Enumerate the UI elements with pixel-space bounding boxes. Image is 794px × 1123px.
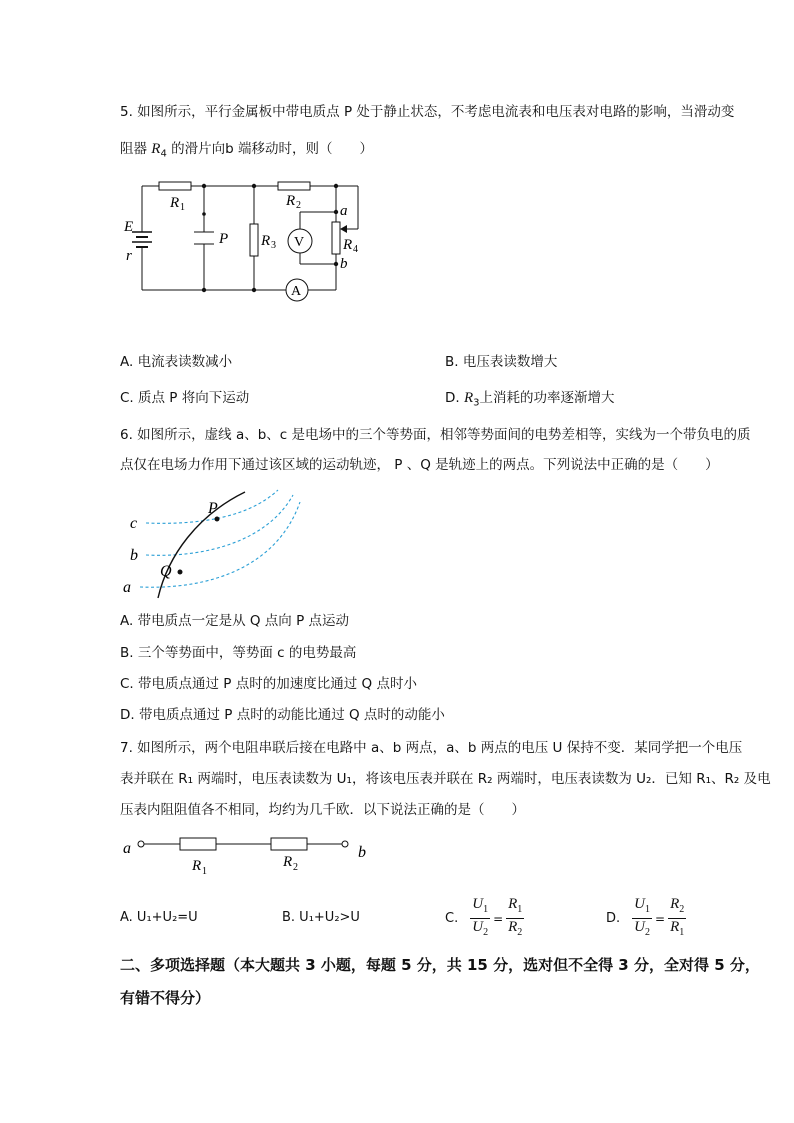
q5-option-c: C. 质点 P 将向下运动 xyxy=(120,390,250,406)
q5-line1: 5. 如图所示，平行金属板中带电质点 P 处于静止状态，不考虑电流表和电压表对电路的影响，当滑动变 xyxy=(120,104,735,120)
q7-series-circuit-figure xyxy=(118,828,378,880)
fig7-label-b: b xyxy=(358,844,366,861)
q6-line1: 6. 如图所示，虚线 a、b、c 是电场中的三个等势面，相邻等势面间的电势差相等，实线为一个带负电的质 xyxy=(120,427,751,443)
fig6-label-b: b xyxy=(130,547,138,564)
q7-option-d-fraction-right: $\frac{R_2}{R_1}$ xyxy=(670,896,685,938)
fig5-label-r: r xyxy=(126,248,132,264)
fig5-label-R1-sub: 1 xyxy=(180,202,185,213)
q7-option-a: A. U₁+U₂=U xyxy=(120,910,198,925)
fig5-label-R3-sub: 3 xyxy=(271,240,276,251)
q6-option-c: C. 带电质点通过 P 点时的加速度比通过 Q 点时小 xyxy=(120,676,417,692)
fig6-label-c: c xyxy=(130,515,138,532)
fig5-label-P: P xyxy=(219,231,229,247)
voltmeter-symbol: V xyxy=(294,235,305,250)
fig7-label-R2: R xyxy=(283,854,293,870)
q7-option-c-fraction-left: $\frac{U_1}{U_2}$ xyxy=(472,896,489,938)
fig7-label-R1: R xyxy=(192,858,202,874)
fig5-label-R4: R xyxy=(343,237,353,253)
fig6-label-a: a xyxy=(123,579,131,596)
q7-option-b: B. U₁+U₂>U xyxy=(282,910,360,925)
fig7-label-a: a xyxy=(123,840,131,857)
fig5-label-R4-sub: 4 xyxy=(353,244,358,255)
q5-line2: 阻器 $R_4$ 的滑片向b 端移动时，则（ ） xyxy=(120,141,373,160)
q7-option-c: C. $\frac{U_1}{U_2}$ = $\frac{R_1}{R_2}$ xyxy=(445,896,524,941)
q6-option-a: A. 带电质点一定是从 Q 点向 P 点运动 xyxy=(120,613,350,629)
q5-option-d: D. $R_3$上消耗的功率逐渐增大 xyxy=(445,390,615,409)
section-heading-line1: 二、多项选择题（本大题共 3 小题，每题 5 分，共 15 分，选对但不全得 3 分，全对得 5 分， xyxy=(120,956,760,974)
q7-option-d: D. $\frac{U_1}{U_2}$ = $\frac{R_2}{R_1}$ xyxy=(606,896,686,941)
q5-circuit-figure xyxy=(118,172,378,307)
section-heading-line2: 有错不得分） xyxy=(120,989,211,1007)
q7-line2: 表并联在 R₁ 两端时，电压表读数为 U₁，将该电压表并联在 R₂ 两端时，电压表读数为 U₂．已知 R₁、R₂ 及电 xyxy=(120,771,771,787)
q6-line2: 点仅在电场力作用下通过该区域的运动轨迹， P 、Q 是轨迹上的两点。下列说法中正确的是（ ） xyxy=(120,457,719,473)
q7-line3: 压表内阻阻值各不相同，均约为几千欧．以下说法正确的是（ ） xyxy=(120,802,525,818)
fig6-label-P: P xyxy=(208,500,218,517)
q5-option-b: B. 电压表读数增大 xyxy=(445,354,558,370)
q7-option-d-fraction-left: $\frac{U_1}{U_2}$ xyxy=(634,896,650,938)
fig5-label-R1: R xyxy=(170,195,180,211)
fig5-label-b: b xyxy=(340,256,348,272)
q5-option-a: A. 电流表读数减小 xyxy=(120,354,233,370)
fig5-label-R2-sub: 2 xyxy=(296,200,301,211)
fig5-label-R3: R xyxy=(261,233,271,249)
fig5-label-E: E xyxy=(124,219,134,235)
q7-option-c-fraction-right: $\frac{R_1}{R_2}$ xyxy=(508,896,523,938)
fig5-label-R2: R xyxy=(286,193,296,209)
fig7-label-R2-sub: 2 xyxy=(293,862,298,873)
ammeter-symbol: A xyxy=(291,284,302,299)
q6-option-d: D. 带电质点通过 P 点时的动能比通过 Q 点时的动能小 xyxy=(120,707,445,723)
q6-option-b: B. 三个等势面中，等势面 c 的电势最高 xyxy=(120,645,357,661)
fig7-label-R1-sub: 1 xyxy=(202,866,207,877)
q6-equipotential-figure xyxy=(118,480,318,600)
fig6-label-Q: Q xyxy=(160,563,172,580)
fig5-label-a: a xyxy=(340,203,348,219)
q7-line1: 7. 如图所示，两个电阻串联后接在电路中 a、b 两点，a、b 两点的电压 U 保持不变．某同学把一个电压 xyxy=(120,740,743,756)
